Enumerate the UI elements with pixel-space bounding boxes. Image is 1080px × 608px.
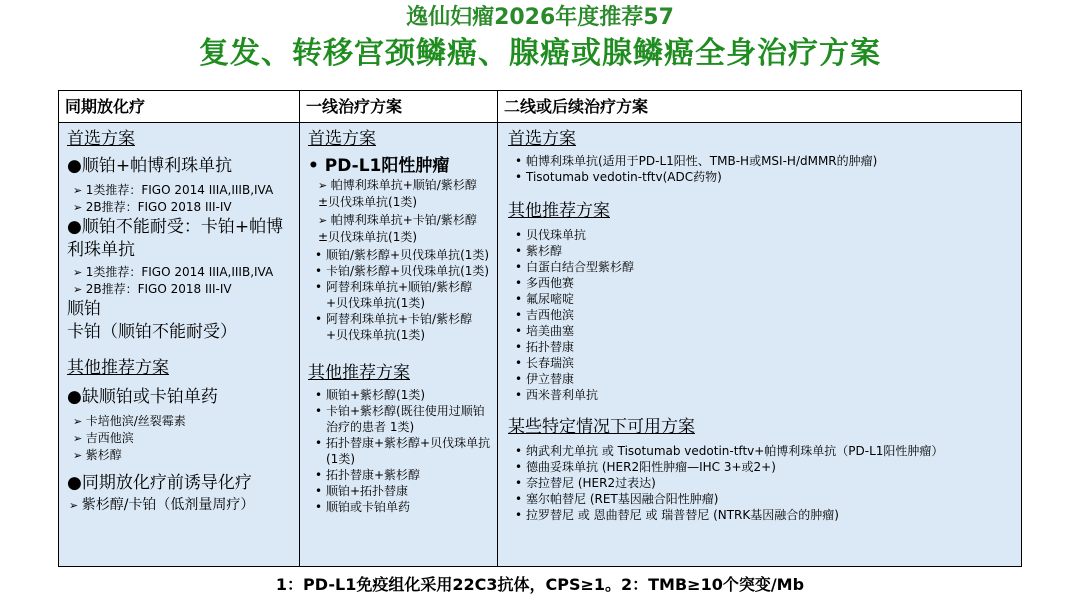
sub-item: ➢ 1类推荐：FIGO 2014 IIIA,IIIB,IVA	[73, 264, 292, 281]
list-item: • 氟尿嘧啶	[526, 291, 1013, 307]
regimen-item: 顺铂	[67, 299, 101, 319]
sub-item: ➢ 1类推荐：FIGO 2014 IIIA,IIIB,IVA	[73, 182, 292, 199]
list-item: • 阿替利珠单抗+卡铂/紫杉醇+贝伐珠单抗(1类)	[326, 311, 492, 343]
sub-item: ➢ 2B推荐：FIGO 2018 III-IV	[73, 199, 292, 216]
list-item: • 拉罗替尼 或 恩曲替尼 或 瑞普替尼 (NTRK基因融合的肿瘤)	[526, 507, 1013, 523]
list-item: • 奈拉替尼 (HER2过表达)	[526, 475, 1013, 491]
sub-item: ➢ 吉西他滨	[73, 430, 292, 447]
sub-item: ➢ 紫杉醇	[73, 447, 292, 464]
list-item: • 培美曲塞	[526, 323, 1013, 339]
regimen-table	[58, 90, 1022, 567]
sub-item: ➢ 卡培他滨/丝裂霉素	[73, 413, 292, 430]
list-item: • 白蛋白结合型紫杉醇	[526, 259, 1013, 275]
column-concurrent	[59, 123, 300, 566]
sub-item: ➢ 帕博利珠单抗+卡铂/紫杉醇±贝伐珠单抗(1类)	[318, 212, 492, 245]
list-item: • 拓扑替康+紫杉醇	[326, 467, 492, 483]
other-heading: 其他推荐方案	[308, 363, 410, 383]
list-item: • 顺铂/紫杉醇+贝伐珠单抗(1类)	[326, 247, 492, 263]
slide-title-line2: 复发、转移宫颈鳞癌、腺癌或腺鳞癌全身治疗方案	[199, 36, 881, 71]
list-item: • 纳武利尤单抗 或 Tisotumab vedotin-tftv+帕博利珠单抗（PD-L1阳性肿瘤）	[526, 443, 1013, 459]
list-item: • 德曲妥珠单抗 (HER2阳性肿瘤—IHC 3+或2+)	[526, 459, 1013, 475]
footnote: 1：PD-L1免疫组化采用22C3抗体，CPS≥1。2：TMB≥10个突变/Mb	[275, 575, 805, 594]
list-item: • 拓扑替康+紫杉醇+贝伐珠单抗(1类)	[326, 435, 492, 467]
preferred-heading: 首选方案	[67, 129, 135, 149]
column-divider	[299, 91, 300, 566]
list-item: • 顺铂或卡铂单药	[326, 499, 492, 515]
header-concurrent: 同期放化疗	[59, 91, 300, 123]
list-item: • 帕博利珠单抗(适用于PD-L1阳性、TMB-H或MSI-H/dMMR的肿瘤)	[526, 153, 1013, 169]
list-item: • 紫杉醇	[526, 243, 1013, 259]
sub-item: ➢ 2B推荐：FIGO 2018 III-IV	[73, 281, 292, 298]
column-divider	[497, 91, 498, 566]
preferred-heading: 首选方案	[508, 129, 576, 149]
pdl1-heading: • PD-L1阳性肿瘤	[308, 156, 450, 176]
regimen-item: ●顺铂不能耐受：卡铂+帕博利珠单抗	[67, 217, 284, 260]
list-item: • 阿替利珠单抗+顺铂/紫杉醇+贝伐珠单抗(1类)	[326, 279, 492, 311]
list-item: • Tisotumab vedotin-tftv(ADC药物)	[526, 169, 1013, 185]
regimen-item: ●缺顺铂或卡铂单药	[67, 387, 218, 407]
regimen-item: ●顺铂+帕博利珠单抗	[67, 156, 233, 176]
list-item: • 顺铂+紫杉醇(1类)	[326, 387, 492, 403]
regimen-item: ●同期放化疗前诱导化疗	[67, 473, 252, 493]
sub-item: ➢ 帕博利珠单抗+顺铂/紫杉醇±贝伐珠单抗(1类)	[318, 177, 492, 210]
list-item: • 贝伐珠单抗	[526, 227, 1013, 243]
list-item: • 顺铂+拓扑替康	[326, 483, 492, 499]
list-item: • 卡铂/紫杉醇+贝伐珠单抗(1类)	[326, 263, 492, 279]
preferred-heading: 首选方案	[308, 129, 376, 149]
sub-item: ➢ 紫杉醇/卡铂（低剂量周疗）	[67, 495, 292, 516]
list-item: • 拓扑替康	[526, 339, 1013, 355]
regimen-item: 卡铂（顺铂不能耐受）	[67, 322, 237, 342]
slide-title-line1: 逸仙妇瘤2026年度推荐57	[406, 5, 674, 30]
list-item: • 长春瑞滨	[526, 355, 1013, 371]
other-heading: 其他推荐方案	[67, 358, 169, 378]
list-item: • 吉西他滨	[526, 307, 1013, 323]
list-item: • 伊立替康	[526, 371, 1013, 387]
header-first-line: 一线治疗方案	[300, 91, 498, 123]
list-item: • 西米普利单抗	[526, 387, 1013, 403]
list-item: • 塞尔帕替尼 (RET基因融合阳性肿瘤)	[526, 491, 1013, 507]
list-item: • 卡铂+紫杉醇(既往使用过顺铂治疗的患者 1类)	[326, 403, 492, 435]
header-second-line: 二线或后续治疗方案	[498, 91, 1021, 123]
column-second-line	[498, 123, 1021, 566]
list-item: • 多西他赛	[526, 275, 1013, 291]
special-heading: 某些特定情况下可用方案	[508, 417, 695, 437]
column-first-line	[300, 123, 498, 566]
other-heading: 其他推荐方案	[508, 201, 610, 221]
